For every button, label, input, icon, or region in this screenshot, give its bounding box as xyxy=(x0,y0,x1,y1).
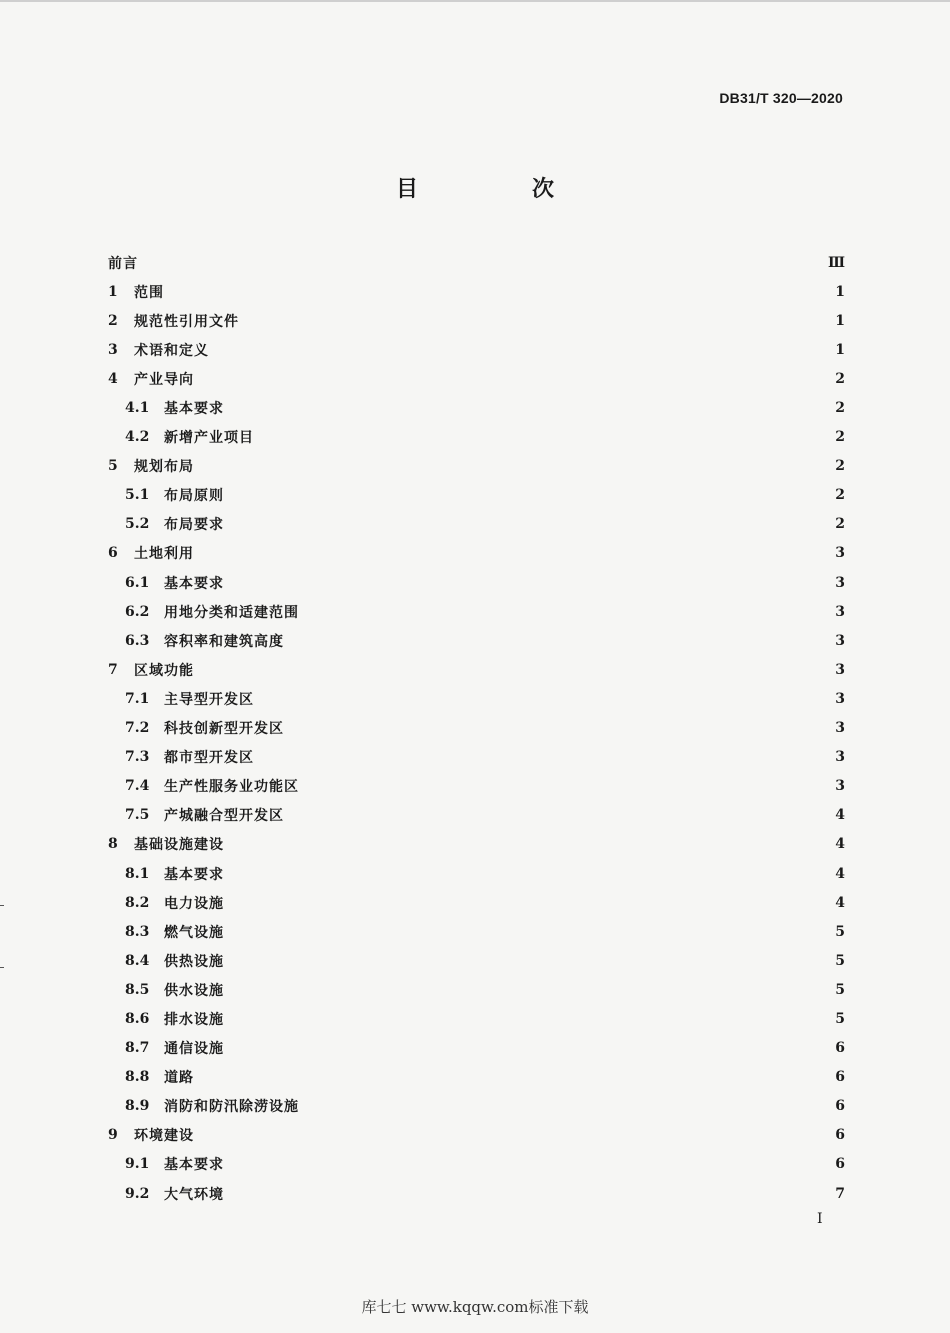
toc-entry-page: 3 xyxy=(835,720,845,737)
toc-entry-number: 2 xyxy=(108,312,118,329)
toc-leader-dots xyxy=(307,779,829,793)
toc-entry-label: 电力设施 xyxy=(164,895,224,912)
toc-entry-number: 8 xyxy=(108,836,118,853)
toc-leader-dots xyxy=(262,750,829,764)
toc-entry-page: 6 xyxy=(835,1098,845,1115)
table-of-contents xyxy=(108,248,845,1208)
toc-entry[interactable] xyxy=(108,1179,845,1208)
toc-entry[interactable] xyxy=(108,1150,845,1179)
toc-entry-number: 9.2 xyxy=(125,1185,150,1202)
scan-edge xyxy=(0,0,950,2)
toc-entry-number: 6.1 xyxy=(125,574,150,591)
toc-entry[interactable] xyxy=(108,568,845,597)
toc-leader-dots xyxy=(232,983,829,997)
toc-entry-label: 大气环境 xyxy=(164,1186,224,1203)
toc-entry-page: 4 xyxy=(835,836,845,853)
toc-entry-page: 3 xyxy=(835,749,845,766)
toc-entry[interactable] xyxy=(108,277,845,306)
scan-mark xyxy=(0,905,4,906)
toc-entry-label: 产业导向 xyxy=(134,371,194,388)
toc-entry[interactable] xyxy=(108,975,845,1004)
toc-entry-label: 科技创新型开发区 xyxy=(164,721,284,738)
toc-entry[interactable] xyxy=(108,859,845,888)
toc-leader-dots xyxy=(217,343,829,357)
toc-entry-number: 5.1 xyxy=(125,487,150,504)
toc-leader-dots xyxy=(202,663,829,677)
toc-leader-dots xyxy=(262,430,829,444)
toc-entry-page: 2 xyxy=(835,429,845,446)
toc-entry-number: 8.9 xyxy=(125,1098,150,1115)
toc-entry[interactable] xyxy=(108,248,845,277)
toc-entry-page: 5 xyxy=(835,981,845,998)
toc-entry[interactable] xyxy=(108,888,845,917)
toc-entry-page: 3 xyxy=(835,690,845,707)
toc-entry[interactable] xyxy=(108,626,845,655)
toc-entry-number: 8.7 xyxy=(125,1040,150,1057)
toc-entry-page: 6 xyxy=(835,1040,845,1057)
toc-entry-label: 土地利用 xyxy=(134,546,194,563)
toc-entry-number: 8.2 xyxy=(125,894,150,911)
toc-entry[interactable] xyxy=(108,830,845,859)
toc-entry-label: 规范性引用文件 xyxy=(134,313,239,330)
toc-leader-dots xyxy=(232,867,829,881)
toc-entry[interactable] xyxy=(108,1004,845,1033)
toc-entry-number: 6.3 xyxy=(125,632,150,649)
toc-entry-label: 布局要求 xyxy=(164,517,224,534)
toc-entry-number: 7.3 xyxy=(125,749,150,766)
toc-entry-label: 基本要求 xyxy=(164,1157,224,1174)
toc-entry-label: 范围 xyxy=(134,284,164,301)
page-number: I xyxy=(817,1211,823,1227)
toc-entry-page: 7 xyxy=(835,1185,845,1202)
toc-entry-label: 基本要求 xyxy=(164,401,224,418)
toc-leader-dots xyxy=(232,954,829,968)
toc-entry-number: 1 xyxy=(108,283,118,300)
toc-leader-dots xyxy=(202,546,829,560)
toc-leader-dots xyxy=(292,634,829,648)
toc-entry[interactable] xyxy=(108,423,845,452)
toc-entry-page: 2 xyxy=(835,400,845,417)
toc-entry-page: 6 xyxy=(835,1069,845,1086)
toc-entry-label: 基本要求 xyxy=(164,575,224,592)
toc-leader-dots xyxy=(232,401,829,415)
toc-entry[interactable] xyxy=(108,452,845,481)
toc-entry-number: 7.5 xyxy=(125,807,150,824)
toc-entry-label: 用地分类和适建范围 xyxy=(164,604,299,621)
toc-entry-number: 8.1 xyxy=(125,865,150,882)
toc-leader-dots xyxy=(202,459,829,473)
toc-entry-number: 9.1 xyxy=(125,1156,150,1173)
toc-entry[interactable] xyxy=(108,510,845,539)
toc-entry-page: 5 xyxy=(835,952,845,969)
toc-entry-label: 供水设施 xyxy=(164,982,224,999)
toc-entry-label: 术语和定义 xyxy=(134,342,209,359)
toc-entry[interactable] xyxy=(108,335,845,364)
toc-entry-number: 9 xyxy=(108,1127,118,1144)
toc-leader-dots xyxy=(202,1070,829,1084)
toc-leader-dots xyxy=(307,1099,829,1113)
toc-entry[interactable] xyxy=(108,714,845,743)
toc-entry-page: 3 xyxy=(835,574,845,591)
toc-leader-dots xyxy=(232,1012,829,1026)
toc-entry-page: 2 xyxy=(835,516,845,533)
toc-entry-page: 3 xyxy=(835,603,845,620)
toc-entry-label: 排水设施 xyxy=(164,1011,224,1028)
toc-entry-page: 4 xyxy=(835,894,845,911)
toc-entry-label: 消防和防汛除涝设施 xyxy=(164,1099,299,1116)
toc-entry[interactable] xyxy=(108,597,845,626)
toc-entry-label: 产城融合型开发区 xyxy=(164,808,284,825)
toc-entry-label: 布局原则 xyxy=(164,488,224,505)
document-number: DB31/T 320—2020 xyxy=(719,90,843,106)
toc-entry-label: 容积率和建筑高度 xyxy=(164,633,284,650)
toc-leader-dots xyxy=(232,837,829,851)
toc-entry-page: 6 xyxy=(835,1127,845,1144)
toc-entry-label: 通信设施 xyxy=(164,1041,224,1058)
toc-leader-dots xyxy=(292,808,829,822)
toc-leader-dots xyxy=(146,256,822,270)
toc-leader-dots xyxy=(292,721,829,735)
toc-entry-page: 2 xyxy=(835,458,845,475)
toc-entry-number: 7.2 xyxy=(125,720,150,737)
toc-entry-page: 1 xyxy=(835,341,845,358)
page-title: 目 次 xyxy=(395,176,600,202)
toc-leader-dots xyxy=(202,372,829,386)
toc-entry-page: 4 xyxy=(835,865,845,882)
toc-leader-dots xyxy=(202,1128,829,1142)
toc-leader-dots xyxy=(232,925,829,939)
toc-entry-page: 5 xyxy=(835,1010,845,1027)
toc-entry-page: 3 xyxy=(835,545,845,562)
toc-entry-number: 5.2 xyxy=(125,516,150,533)
toc-entry-number: 8.4 xyxy=(125,952,150,969)
toc-entry[interactable] xyxy=(108,946,845,975)
toc-entry-number: 4.2 xyxy=(125,429,150,446)
toc-entry-number: 6.2 xyxy=(125,603,150,620)
toc-leader-dots xyxy=(307,605,829,619)
toc-entry-number: 8.5 xyxy=(125,981,150,998)
toc-entry[interactable] xyxy=(108,1063,845,1092)
toc-entry-page: 2 xyxy=(835,487,845,504)
toc-entry-number: 8.3 xyxy=(125,923,150,940)
toc-entry[interactable] xyxy=(108,917,845,946)
toc-entry-number: 7.4 xyxy=(125,778,150,795)
toc-entry[interactable] xyxy=(108,1121,845,1150)
scan-mark xyxy=(0,967,4,968)
footer-watermark: 库七七 www.kqqw.com标准下载 xyxy=(361,1298,589,1316)
toc-entry-label: 基础设施建设 xyxy=(134,837,224,854)
toc-entry-number: 7.1 xyxy=(125,690,150,707)
toc-entry-number: 8.6 xyxy=(125,1010,150,1027)
toc-entry[interactable] xyxy=(108,364,845,393)
toc-entry-page: 2 xyxy=(835,370,845,387)
toc-entry-number: 6 xyxy=(108,545,118,562)
toc-entry-label: 供热设施 xyxy=(164,953,224,970)
toc-leader-dots xyxy=(172,285,829,299)
toc-entry-number: 4 xyxy=(108,370,118,387)
toc-entry[interactable] xyxy=(108,772,845,801)
toc-entry-page: 3 xyxy=(835,632,845,649)
toc-entry[interactable] xyxy=(108,393,845,422)
toc-leader-dots xyxy=(247,314,829,328)
toc-entry-label: 都市型开发区 xyxy=(164,750,254,767)
toc-entry-label: 道路 xyxy=(164,1070,194,1087)
toc-entry-label: 燃气设施 xyxy=(164,924,224,941)
toc-entry-label: 生产性服务业功能区 xyxy=(164,779,299,796)
toc-entry-page: 6 xyxy=(835,1156,845,1173)
toc-entry-page: 5 xyxy=(835,923,845,940)
toc-entry-page: Ⅲ xyxy=(827,254,845,271)
toc-leader-dots xyxy=(232,1157,829,1171)
toc-entry[interactable] xyxy=(108,539,845,568)
toc-entry[interactable] xyxy=(108,684,845,713)
toc-leader-dots xyxy=(232,1187,829,1201)
toc-entry[interactable] xyxy=(108,655,845,684)
toc-entry-label: 环境建设 xyxy=(134,1128,194,1145)
toc-leader-dots xyxy=(232,896,829,910)
toc-entry-label: 新增产业项目 xyxy=(164,430,254,447)
toc-leader-dots xyxy=(232,576,829,590)
toc-entry-page: 3 xyxy=(835,661,845,678)
toc-entry[interactable] xyxy=(108,1092,845,1121)
toc-entry-page: 1 xyxy=(835,283,845,300)
toc-entry-number: 5 xyxy=(108,458,118,475)
toc-entry[interactable] xyxy=(108,306,845,335)
toc-entry-number: 8.8 xyxy=(125,1069,150,1086)
toc-leader-dots xyxy=(232,517,829,531)
toc-leader-dots xyxy=(232,488,829,502)
toc-entry[interactable] xyxy=(108,801,845,830)
toc-entry-label: 规划布局 xyxy=(134,459,194,476)
toc-entry[interactable] xyxy=(108,1034,845,1063)
toc-entry-number: 3 xyxy=(108,341,118,358)
toc-entry-label: 主导型开发区 xyxy=(164,691,254,708)
toc-entry-number: 7 xyxy=(108,661,118,678)
toc-entry[interactable] xyxy=(108,743,845,772)
toc-leader-dots xyxy=(262,692,829,706)
toc-entry-page: 3 xyxy=(835,778,845,795)
toc-entry-label: 前言 xyxy=(108,255,138,272)
toc-leader-dots xyxy=(232,1041,829,1055)
toc-entry-page: 1 xyxy=(835,312,845,329)
toc-entry-number: 4.1 xyxy=(125,400,150,417)
toc-entry-label: 基本要求 xyxy=(164,866,224,883)
toc-entry-page: 4 xyxy=(835,807,845,824)
toc-entry[interactable] xyxy=(108,481,845,510)
toc-entry-label: 区域功能 xyxy=(134,662,194,679)
